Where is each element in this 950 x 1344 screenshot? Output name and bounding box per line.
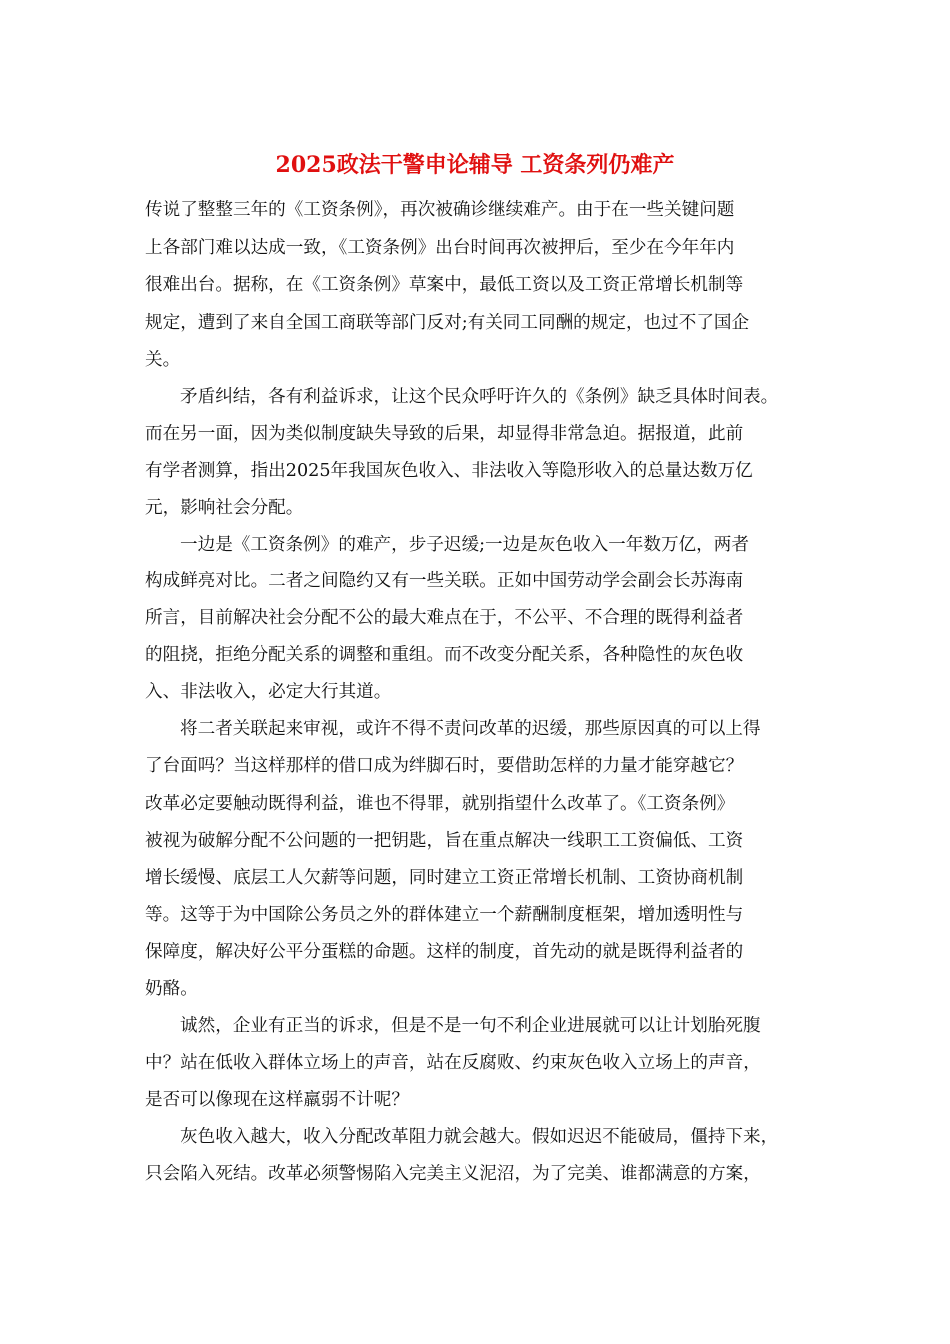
text-line: 等。这等于为中国除公务员之外的群体建立一个薪酬制度框架，增加透明性与	[145, 905, 744, 925]
text-line: 而在另一面，因为类似制度缺失导致的后果，却显得非常急迫。据报道，此前	[145, 424, 744, 444]
text-line: 关。	[145, 350, 181, 370]
text-line: 构成鲜亮对比。二者之间隐约又有一些关联。正如中国劳动学会副会长苏海南	[145, 571, 744, 591]
text-line: 中？站在低收入群体立场上的声音，站在反腐败、约束灰色收入立场上的声音，	[145, 1053, 761, 1073]
text-line: 上各部门难以达成一致，《工资条例》出台时间再次被押后，至少在今年年内	[145, 238, 735, 258]
text-line: 奶酪。	[145, 979, 198, 999]
text-line: 传说了整整三年的《工资条例》，再次被确诊继续难产。由于在一些关键问题	[145, 200, 735, 220]
text-line: 增长缓慢、底层工人欠薪等问题，同时建立工资正常增长机制、工资协商机制	[145, 868, 744, 888]
text-line: 将二者关联起来审视，或许不得不责问改革的迟缓，那些原因真的可以上得	[180, 719, 761, 739]
text-line: 矛盾纠结，各有利益诉求，让这个民众呼吁许久的《条例》缺乏具体时间表。	[180, 387, 779, 407]
text-line: 有学者测算，指出2025年我国灰色收入、非法收入等隐形收入的总量达数万亿	[145, 461, 753, 481]
text-line: 改革必定要触动既得利益，谁也不得罪，就别指望什么改革了。《工资条例》	[145, 794, 735, 814]
text-line: 灰色收入越大，收入分配改革阻力就会越大。假如迟迟不能破局，僵持下来，	[180, 1127, 779, 1147]
text-line: 是否可以像现在这样羸弱不计呢？	[145, 1090, 409, 1110]
text-line: 很难出台。据称，在《工资条例》草案中，最低工资以及工资正常增长机制等	[145, 275, 744, 295]
text-line: 的阻挠，拒绝分配关系的调整和重组。而不改变分配关系，各种隐性的灰色收	[145, 645, 744, 665]
text-line: 入、非法收入，必定大行其道。	[145, 682, 392, 702]
text-line: 保障度，解决好公平分蛋糕的命题。这样的制度，首先动的就是既得利益者的	[145, 942, 744, 962]
text-line: 所言，目前解决社会分配不公的最大难点在于，不公平、不合理的既得利益者	[145, 608, 744, 628]
text-line: 诚然，企业有正当的诉求，但是不是一句不利企业进展就可以让计划胎死腹	[180, 1016, 761, 1036]
text-line: 一边是《工资条例》的难产，步子迟缓;一边是灰色收入一年数万亿，两者	[180, 535, 749, 555]
text-line: 被视为破解分配不公问题的一把钥匙，旨在重点解决一线职工工资偏低、工资	[145, 831, 744, 851]
text-line: 规定，遭到了来自全国工商联等部门反对;有关同工同酬的规定，也过不了国企	[145, 313, 750, 333]
document-title: 2025政法干警申论辅导 工资条列仍难产	[275, 152, 675, 178]
text-line: 元，影响社会分配。	[145, 498, 304, 518]
text-line: 只会陷入死结。改革必须警惕陷入完美主义泥沼，为了完美、谁都满意的方案，	[145, 1164, 761, 1184]
text-line: 了台面吗？当这样那样的借口成为绊脚石时，要借助怎样的力量才能穿越它？	[145, 756, 744, 776]
